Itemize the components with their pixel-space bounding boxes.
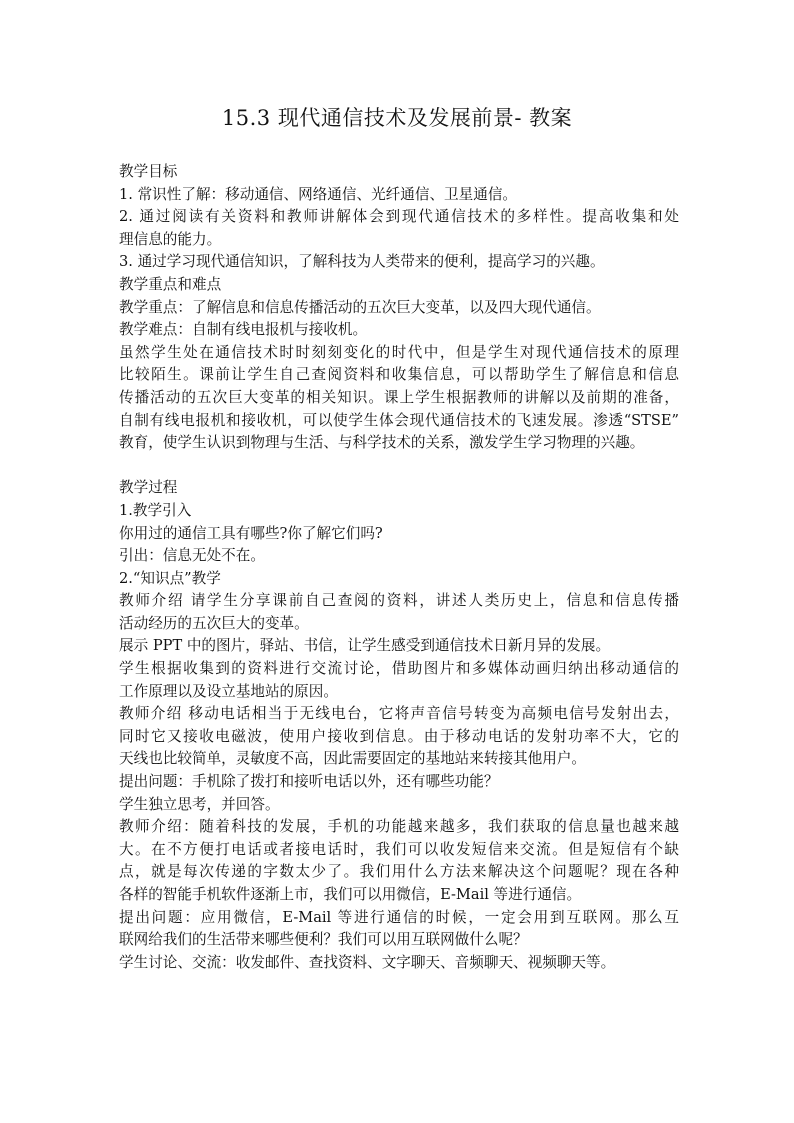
text-line: 教育，使学生认识到物理与生活、与科学技术的关系，激发学生学习物理的兴趣。 [119,434,645,452]
text-line: 2. 通过阅读有关资料和教师讲解体会到现代通信技术的多样性。提高收集和处 [119,208,679,226]
page-title: 15.3 现代通信技术及发展前景- 教案 [221,106,573,130]
text-line: 教师介绍 移动电话相当于无线电台，它将声音信号转变为高频电信号发射出去， [119,705,679,723]
text-line: 引出：信息无处不在。 [119,547,265,565]
text-line: 虽然学生处在通信技术时时刻刻变化的时代中，但是学生对现代通信技术的原理 [119,343,679,361]
text-line: 活动经历的五次巨大的变革。 [119,614,309,632]
text-line: 3. 通过学习现代通信知识，了解科技为人类带来的便利，提高学习的兴趣。 [119,253,605,271]
text-line: 学生讨论、交流：收发邮件、查找资料、文字聊天、音频聊天、视频聊天等。 [119,953,616,971]
blank-line [119,455,679,478]
text-line: 天线也比较简单，灵敏度不高，因此需要固定的基地站来转接其他用户。 [119,750,587,768]
text-line: 教学重点：了解信息和信息传播活动的五次巨大变革，以及四大现代通信。 [119,298,601,316]
text-line: 各样的智能手机软件逐渐上市，我们可以用微信，E-Mail 等进行通信。 [119,886,582,903]
text-line: 教师介绍：随着科技的发展，手机的功能越来越多，我们获取的信息量也越来越 [119,818,679,836]
text-line: 自制有线电报机和接收机，可以使学生体会现代通信技术的飞速发展。渗透“STSE” [119,411,679,429]
text-line: 提出问题：手机除了拨打和接听电话以外，还有哪些功能？ [119,773,499,791]
text-line: 工作原理以及设立基地站的原因。 [119,682,338,700]
text-line: 学生根据收集到的资料进行交流讨论，借助图片和多媒体动画归纳出移动通信的 [119,660,679,678]
text-line: 你用过的通信工具有哪些?你了解它们吗? [119,524,383,542]
text-line: 学生独立思考，并回答。 [119,795,280,813]
text-line: 1. 常识性了解：移动通信、网络通信、光纤通信、卫星通信。 [119,185,518,203]
text-line: 2.“知识点”教学 [119,569,221,587]
text-line: 联网给我们的生活带来哪些便利？我们可以用互联网做什么呢？ [119,931,528,949]
text-line: 同时它又接收电磁波，使用户接收到信息。由于移动电话的发射功率不大，它的 [119,727,679,745]
text-line: 提出问题：应用微信，E-Mail 等进行通信的时候，一定会用到互联网。那么互 [119,908,679,926]
text-line: 教学难点：自制有线电报机与接收机。 [119,321,368,339]
text-line: 大。在不方便打电话或者接电话时，我们可以收发短信来交流。但是短信有个缺 [119,840,679,858]
text-line: 理信息的能力。 [119,230,222,248]
text-line: 教学重点和难点 [119,275,222,293]
text-line: 教学过程 [119,479,178,497]
lesson-plan-body [119,161,679,974]
text-line: 教学目标 [119,163,178,180]
text-line: 教师介绍 请学生分享课前自己查阅的资料，讲述人类历史上，信息和信息传播 [119,592,679,610]
text-line: 传播活动的五次巨大变革的相关知识。课上学生根据教师的讲解以及前期的准备， [119,388,679,406]
text-line: 点，就是每次传递的字数太少了。我们用什么方法来解决这个问题呢？现在各种 [119,863,679,881]
text-line: 比较陌生。课前让学生自己查阅资料和收集信息，可以帮助学生了解信息和信息 [119,366,679,384]
text-line: 展示 PPT 中的图片，驿站、书信，让学生感受到通信技术日新月异的发展。 [119,637,611,655]
text-line: 1.教学引入 [119,501,192,519]
